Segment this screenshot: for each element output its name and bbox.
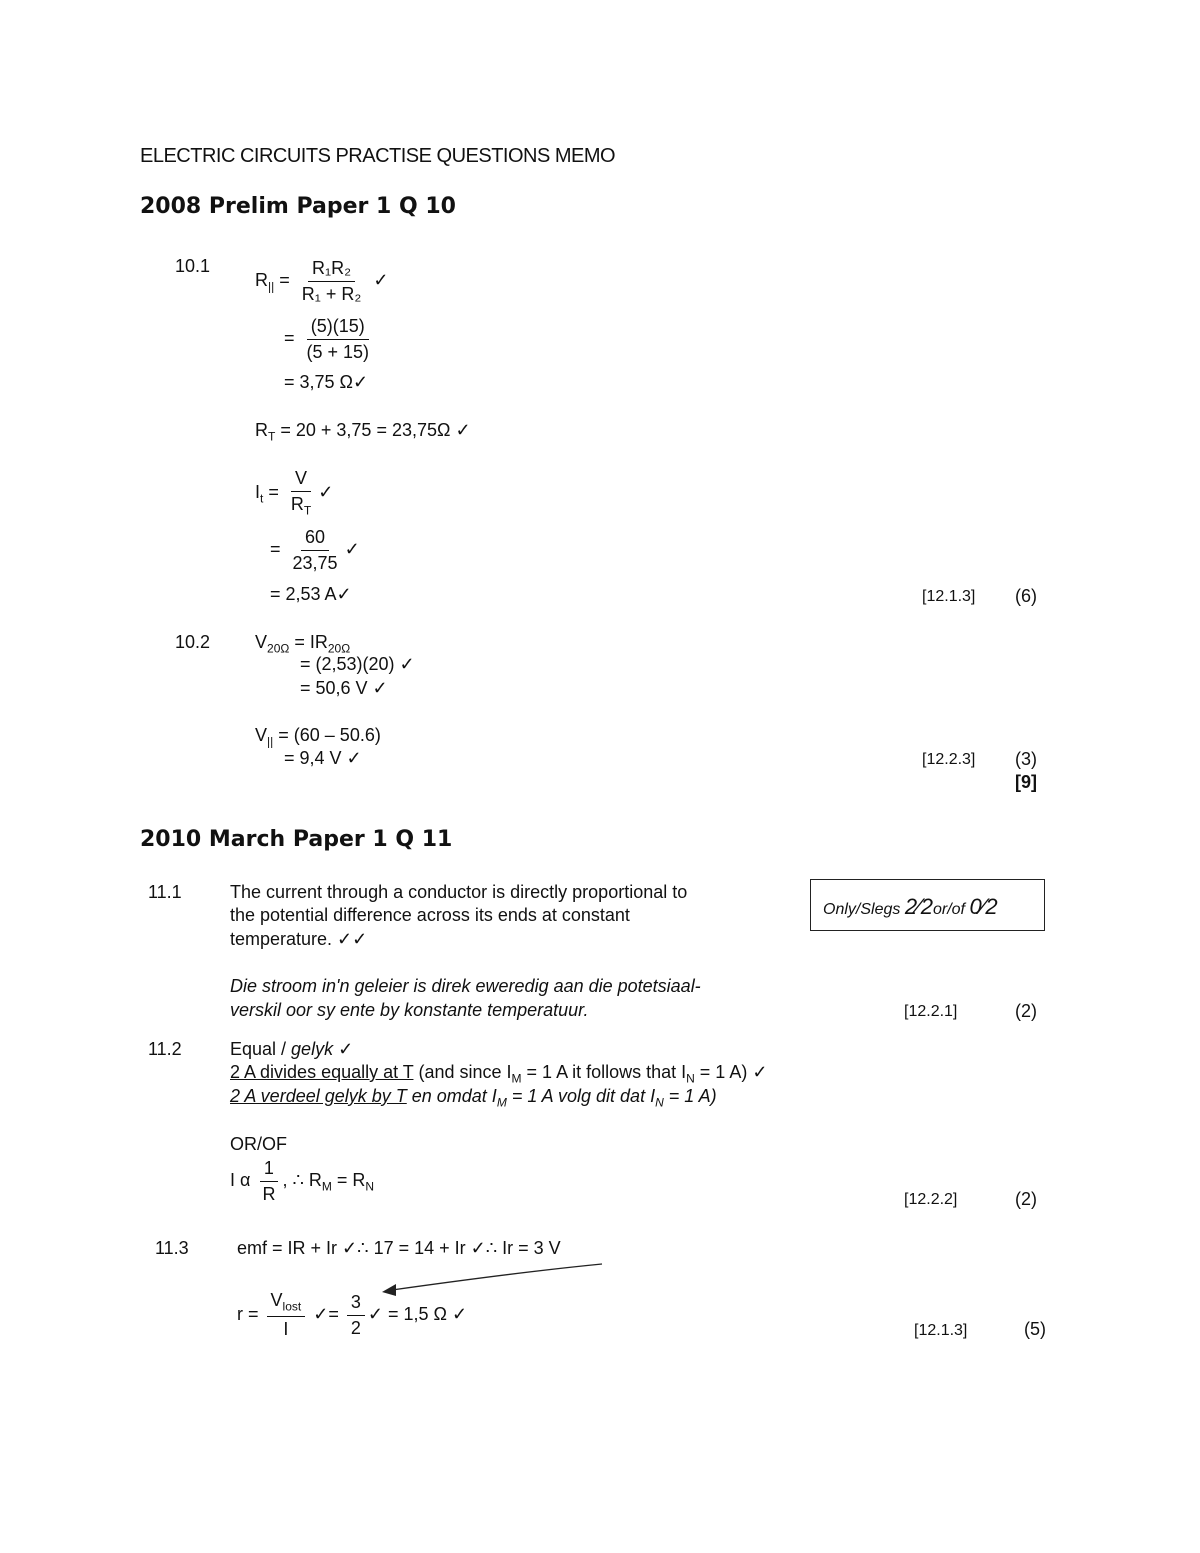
line2-sub-n: N (686, 1071, 695, 1086)
rt-rhs: = 20 + 3,75 = 23,75Ω ✓ (280, 420, 471, 440)
v20-substitution: = (2,53)(20) ✓ (300, 654, 415, 674)
rpar-sub-denominator: (5 + 15) (306, 341, 370, 362)
alpha-fraction (258, 1158, 279, 1204)
question-number-11-1: 11.1 (148, 882, 182, 902)
r-mid: ✓= (313, 1303, 339, 1324)
gelyk-word: gelyk (291, 1039, 334, 1059)
it-sub-denominator: 23,75 (292, 552, 338, 573)
marking-note-or: or/of (932, 901, 965, 918)
vpar-lhs: V (255, 725, 268, 745)
rt-lhs: R (255, 420, 268, 440)
section-title-2010: 2010 March Paper 1 Q 11 (140, 827, 453, 852)
it-numerator: V (291, 468, 311, 492)
v20-equation (255, 632, 350, 656)
it-sub-numerator: 60 (301, 527, 329, 551)
v20-rhs-sub: 20Ω (327, 641, 351, 656)
alpha-rest-a: , ∴ R (282, 1169, 322, 1190)
question-number-10-2: 10.2 (175, 632, 211, 652)
emf-equation: emf = IR + Ir ✓∴ 17 = 14 + Ir ✓∴ Ir = 3 V (237, 1238, 561, 1258)
rpar-lhs: R (255, 269, 268, 290)
line3-rest: en omdat I (406, 1086, 497, 1106)
answer-afrikaans-line-2: verskil oor sy ente by konstante temperatuur. (230, 1000, 589, 1020)
total-marks-q10: [9] (1015, 772, 1037, 792)
it-sub-fraction (289, 527, 342, 573)
r-denominator: I (283, 1319, 289, 1340)
marking-note-text: Only/Slegs (823, 901, 901, 918)
line2-end: = 1 A) ✓ (694, 1062, 768, 1082)
v20-lhs: V (255, 632, 268, 652)
v20-rhs: = IR (294, 632, 328, 652)
it-equation: $I_t$ = $\frac{V}{R_T}$ ✓ (255, 468, 334, 518)
answer-english-line-3: temperature. ✓✓ (230, 929, 368, 949)
answer-english-line-1: The current through a conductor is directly proportional to (230, 882, 688, 902)
v20-sub: 20Ω (267, 641, 290, 656)
it-lhs: I (255, 481, 261, 502)
line3-sub-m: M (496, 1095, 507, 1110)
it-denominator (287, 492, 315, 518)
vpar-sub: || (267, 734, 274, 749)
marking-note-fraction-zero: 0⁄2 (969, 894, 998, 919)
line2-mid: = 1 A it follows that I (521, 1062, 687, 1082)
divides-underlined: 2 A divides equally at T (230, 1062, 414, 1082)
rpar-result: = 3,75 Ω✓ (284, 372, 369, 392)
answer-english-line-2: the potential difference across its ends at constant (230, 905, 630, 925)
it-den-sub: T (303, 503, 312, 518)
rpar-equation: $R_{||}$ = $\frac{\text{R₁R₂}}{\text{R₁ + R₂}}$ ✓ (255, 258, 389, 304)
v20-result: = 50,6 V ✓ (300, 678, 388, 698)
marks-10-1: (6) (1015, 586, 1037, 606)
it-sub: t (260, 491, 264, 506)
ref-10-1: [12.1.3] (922, 588, 976, 605)
line3-mid: = 1 A volg dit dat I (506, 1086, 656, 1106)
rt-sub: T (268, 429, 276, 444)
ref-11-1: [12.2.1] (904, 1003, 958, 1020)
r-lhs: r = (237, 1303, 259, 1324)
marks-11-2: (2) (1015, 1189, 1037, 1209)
rpar-sub-numerator: (5)(15) (307, 316, 369, 340)
it-fraction (287, 468, 315, 518)
it-result: = 2,53 A✓ (270, 584, 352, 604)
alpha-denominator: R (262, 1183, 276, 1204)
rpar-substitution: = $\frac{(5)(15)}{(5 + 15)}$ (284, 316, 376, 362)
alpha-lhs: I α (230, 1169, 251, 1190)
check-mark: ✓ (333, 1039, 354, 1059)
rt-equation (255, 420, 471, 444)
rpar-denominator: R₁ + R₂ (301, 283, 362, 304)
vpar-result: = 9,4 V ✓ (284, 748, 362, 768)
verdeel-underlined: 2 A verdeel gelyk by T (230, 1086, 407, 1106)
document-title: ELECTRIC CIRCUITS PRACTISE QUESTIONS MEMO (140, 145, 616, 167)
marks-10-2: (3) (1015, 749, 1037, 769)
q11-2-answer-line-1 (230, 1039, 353, 1060)
proportionality-equation (230, 1158, 374, 1204)
vpar-rhs: = (60 – 50.6) (278, 725, 381, 745)
line3-sub-n: N (655, 1095, 664, 1110)
r-fraction (267, 1290, 306, 1340)
internal-resistance-equation (237, 1290, 467, 1340)
r-result: ✓ = 1,5 Ω ✓ (367, 1303, 468, 1324)
rpar-fraction (298, 258, 366, 304)
alpha-numerator: 1 (260, 1158, 278, 1182)
it-den-r: R (290, 493, 304, 514)
rpar-sub-fraction (303, 316, 374, 362)
alpha-sub-m: M (321, 1179, 332, 1194)
r-num-sub: lost (282, 1299, 302, 1314)
q11-2-answer-line-2 (230, 1062, 767, 1086)
marks-11-3: (5) (1024, 1319, 1046, 1339)
or-of-label: OR/OF (230, 1134, 287, 1154)
section-title-2008: 2008 Prelim Paper 1 Q 10 (140, 194, 456, 219)
r-numerator (267, 1290, 306, 1317)
vpar-equation (255, 725, 381, 749)
question-number-10-1: 10.1 (175, 256, 211, 276)
alpha-rest-b: = R (331, 1169, 366, 1190)
equal-word: Equal / (230, 1039, 292, 1059)
it-substitution: = $\frac{60}{23,75}$ ✓ (270, 527, 360, 573)
marking-note-fraction-full: 2⁄2 (904, 894, 933, 919)
r-numerator-2: 3 (347, 1292, 365, 1316)
line2-rest: (and since I (413, 1062, 512, 1082)
q11-2-answer-line-3 (230, 1086, 717, 1110)
line3-end: = 1 A) (663, 1086, 717, 1106)
question-number-11-3: 11.3 (155, 1238, 189, 1258)
alpha-sub-n: N (365, 1179, 375, 1194)
marks-11-1: (2) (1015, 1001, 1037, 1021)
ref-10-2: [12.2.3] (922, 751, 976, 768)
ref-11-2: [12.2.2] (904, 1191, 958, 1208)
ref-11-3: [12.1.3] (914, 1322, 968, 1339)
r-denominator-2: 2 (350, 1317, 361, 1338)
r-fraction-2 (347, 1292, 365, 1338)
r-num-v: V (270, 1290, 283, 1310)
line2-sub-m: M (511, 1071, 522, 1086)
rpar-sub: || (268, 279, 275, 294)
marking-note (823, 894, 998, 920)
question-number-11-2: 11.2 (148, 1039, 182, 1059)
marking-note-box (810, 879, 1045, 931)
answer-afrikaans-line-1: Die stroom in'n geleier is direk eweredig aan die potetsiaal- (230, 976, 701, 996)
rpar-numerator: R₁R₂ (308, 258, 355, 282)
